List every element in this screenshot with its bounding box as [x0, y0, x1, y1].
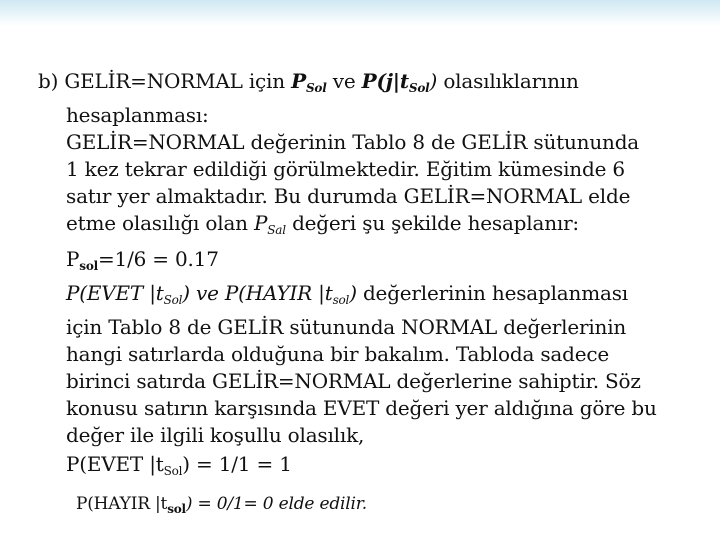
top-decoration-bar [0, 0, 720, 26]
formula-hayir [38, 491, 688, 523]
heading-prefix: b) GELİR=NORMAL için [38, 69, 292, 93]
formula-hayir-a: P(HAYIR |t [76, 494, 168, 514]
paragraph2-a1: P(EVET |t [66, 281, 164, 305]
formula-psol-p: P [66, 247, 80, 271]
paragraph2-line-3: hangi satırlarda olduğuna bir bakalım. Tabloda sadece [66, 342, 610, 366]
paragraph2-a3: ) [349, 281, 357, 305]
paragraph1-p: P [254, 211, 268, 235]
paragraph1-line-1: GELİR=NORMAL değerinin Tablo 8 de GELİR sütununda [66, 130, 640, 154]
heading-line-1 [38, 68, 688, 102]
heading-p-subscript: Sol [305, 81, 327, 95]
paragraph1-line-4-suffix: değeri şu şekilde hesaplanır: [285, 211, 579, 235]
paragraph2-line-1-rest: değerlerinin hesaplanması [356, 281, 628, 305]
formula-evet-subscript: Sol [163, 464, 183, 478]
heading-suffix: olasılıklarının [437, 69, 579, 93]
formula-psol [38, 246, 688, 280]
heading-close: ) [429, 69, 438, 93]
formula-psol-rest: =1/6 = 0.17 [97, 247, 219, 271]
paragraph2-a2: ) ve P(HAYIR |t [182, 281, 333, 305]
slide-content [38, 68, 688, 523]
heading-line-2: hesaplanması: [66, 103, 209, 127]
paragraph1-p-subscript: Sal [267, 223, 286, 237]
formula-evet [38, 451, 688, 485]
paragraph1-line-4-prefix: etme olasılığı olan [66, 211, 255, 235]
formula-hayir-subscript: sol [167, 502, 186, 516]
formula-hayir-b: ) = 0/1= 0 elde edilir. [185, 494, 367, 514]
paragraph1-line-3: satır yer almaktadır. Bu durumda GELİR=NORMAL elde [66, 184, 631, 208]
paragraph2-a2-subscript: sol [332, 293, 350, 307]
paragraph2-line-5: konusu satırın karşısında EVET değeri yer aldığına göre bu [66, 396, 657, 420]
formula-psol-subscript: sol [79, 259, 98, 273]
heading-mid: ve [326, 69, 362, 93]
heading-pj-subscript: Sol [408, 81, 430, 95]
paragraph1-line-2: 1 kez tekrar edildiği görülmektedir. Eğitim kümesinde 6 [66, 157, 625, 181]
paragraph2-line-6: değer ile ilgili koşullu olasılık, [66, 423, 365, 447]
paragraph2-line-4: birinci satırda GELİR=NORMAL değerlerine sahiptir. Söz [66, 369, 641, 393]
formula-evet-a: P(EVET |t [66, 452, 164, 476]
heading-pj: P(j|t [361, 69, 409, 93]
formula-evet-b: ) = 1/1 = 1 [182, 452, 292, 476]
paragraph2-line-2: için Tablo 8 de GELİR sütununda NORMAL değerlerinin [66, 315, 627, 339]
paragraph2-line-1 [38, 280, 688, 314]
paragraph2-a1-subscript: Sol [163, 293, 183, 307]
heading-p: P [291, 69, 306, 93]
paragraph1-line-4 [38, 210, 688, 244]
